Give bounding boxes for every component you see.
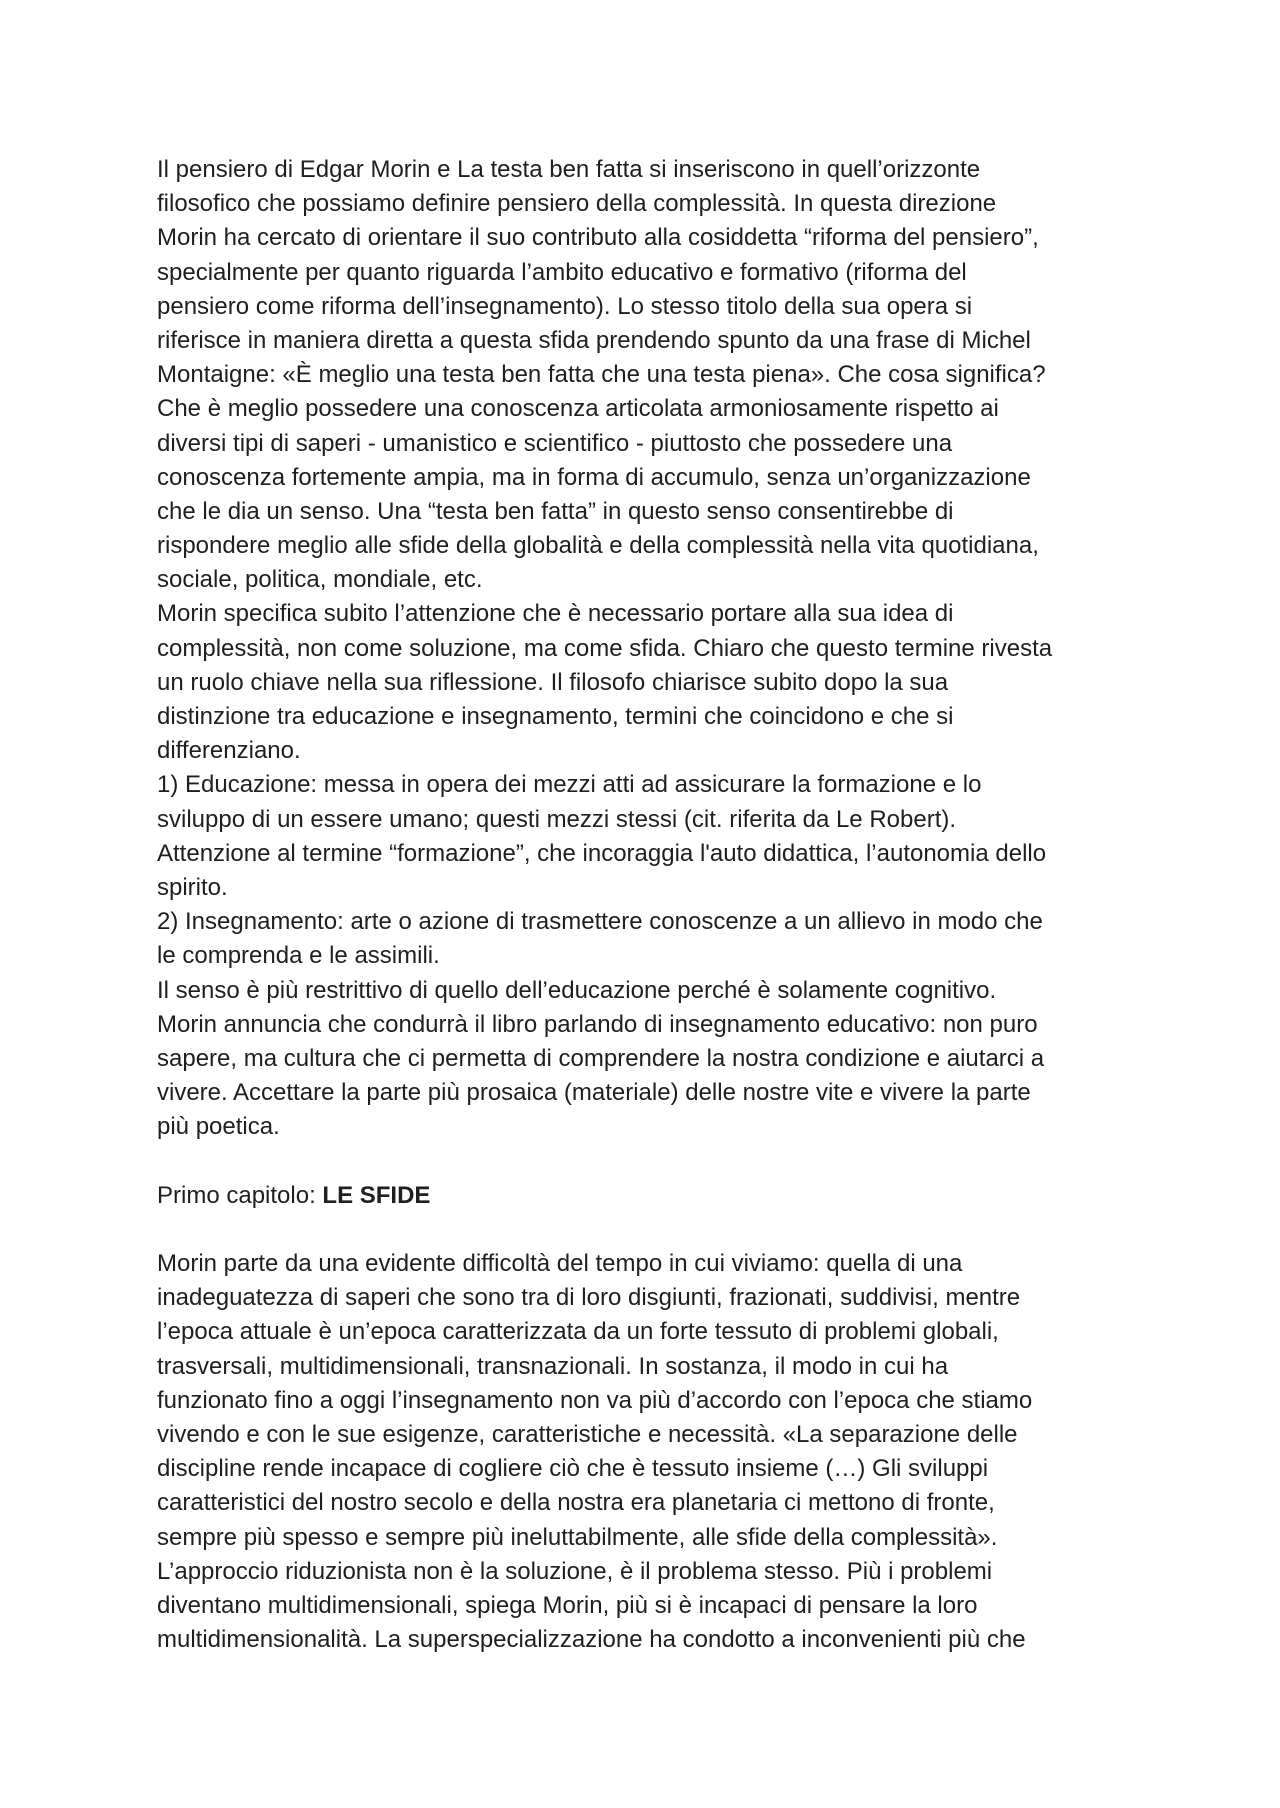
- text-line: pensiero come riforma dell’insegnamento). Lo stesso titolo della sua opera si: [157, 292, 973, 320]
- text-line: Morin specifica subito l’attenzione che è necessario portare alla sua idea di: [157, 600, 954, 628]
- text-line: conoscenza fortemente ampia, ma in forma di accumulo, senza un’organizzazione: [157, 463, 1031, 491]
- chapter-heading-prefix: Primo capitolo:: [157, 1181, 323, 1209]
- text-line: trasversali, multidimensionali, transnazionali. In sostanza, il modo in cui ha: [157, 1352, 949, 1380]
- text-line: L’approccio riduzionista non è la soluzione, è il problema stesso. Più i problemi: [157, 1557, 993, 1585]
- chapter-paragraphs: [157, 1247, 1137, 1657]
- text-line: caratteristici del nostro secolo e della nostra era planetaria ci mettono di fronte,: [157, 1489, 995, 1517]
- text-line: differenziano.: [157, 737, 301, 765]
- text-line: l’epoca attuale è un’epoca caratterizzata da un forte tessuto di problemi globali,: [157, 1318, 999, 1346]
- text-line: riferisce in maniera diretta a questa sfida prendendo spunto da una frase di Michel: [157, 326, 1031, 354]
- text-line: Morin parte da una evidente difficoltà del tempo in cui viviamo: quella di una: [157, 1250, 963, 1277]
- text-line: funzionato fino a oggi l’insegnamento non va più d’accordo con l’epoca che stiamo: [157, 1386, 1033, 1414]
- text-line: un ruolo chiave nella sua riflessione. Il filosofo chiarisce subito dopo la sua: [157, 668, 949, 696]
- text-line: spirito.: [157, 873, 228, 901]
- text-line: Montaigne: «È meglio una testa ben fatta che una testa piena». Che cosa significa?: [157, 361, 1046, 389]
- text-line: vivere. Accettare la parte più prosaica (materiale) delle nostre vite e vivere la parte: [157, 1079, 1031, 1107]
- spacer: [157, 1213, 1137, 1247]
- text-line: complessità, non come soluzione, ma come sfida. Chiaro che questo termine rivesta: [157, 634, 1053, 662]
- text-line: Morin ha cercato di orientare il suo contributo alla cosiddetta “riforma del pensiero”,: [157, 224, 1039, 252]
- text-line: più poetica.: [157, 1113, 280, 1141]
- text-line: filosofico che possiamo definire pensiero della complessità. In questa direzione: [157, 190, 997, 218]
- text-line: sociale, politica, mondiale, etc.: [157, 566, 483, 594]
- text-line: Morin annuncia che condurrà il libro parlando di insegnamento educativo: non puro: [157, 1010, 1038, 1038]
- text-line: diventano multidimensionali, spiega Morin, più si è incapaci di pensare la loro: [157, 1591, 978, 1619]
- intro-paragraphs: [157, 153, 1137, 1144]
- text-line: che le dia un senso. Una “testa ben fatta” in questo senso consentirebbe di: [157, 497, 954, 525]
- text-line: sapere, ma cultura che ci permetta di comprendere la nostra condizione e aiutarci a: [157, 1044, 1045, 1072]
- text-line: specialmente per quanto riguarda l’ambito educativo e formativo (riforma del: [157, 258, 967, 286]
- chapter-heading: [157, 1179, 1137, 1213]
- text-line: Attenzione al termine “formazione”, che incoraggia l'auto didattica, l’autonomia dello: [157, 839, 1047, 867]
- spacer: [157, 1144, 1137, 1178]
- text-line: discipline rende incapace di cogliere ciò che è tessuto insieme (…) Gli sviluppi: [157, 1455, 989, 1483]
- text-line: distinzione tra educazione e insegnamento, termini che coincidono e che si: [157, 703, 954, 730]
- text-line: sempre più spesso e sempre più ineluttabilmente, alle sfide della complessità».: [157, 1523, 998, 1551]
- text-line: 2) Insegnamento: arte o azione di trasmettere conoscenze a un allievo in modo che: [157, 908, 1043, 936]
- text-line: rispondere meglio alle sfide della globalità e della complessità nella vita quotidiana,: [157, 532, 1039, 560]
- document-page: [157, 153, 1137, 1657]
- chapter-heading-title: LE SFIDE: [322, 1181, 431, 1209]
- text-line: le comprenda e le assimili.: [157, 942, 440, 970]
- text-line: vivendo e con le sue esigenze, caratteristiche e necessità. «La separazione delle: [157, 1420, 1018, 1448]
- text-line: multidimensionalità. La superspecializzazione ha condotto a inconvenienti più che: [157, 1626, 1026, 1654]
- text-line: 1) Educazione: messa in opera dei mezzi atti ad assicurare la formazione e lo: [157, 771, 982, 799]
- text-line: Il senso è più restrittivo di quello dell’educazione perché è solamente cognitivo.: [157, 976, 997, 1004]
- text-line: diversi tipi di saperi - umanistico e scientifico - piuttosto che possedere una: [157, 429, 953, 457]
- text-line: sviluppo di un essere umano; questi mezzi stessi (cit. riferita da Le Robert).: [157, 805, 957, 833]
- text-line: Il pensiero di Edgar Morin e La testa ben fatta si inseriscono in quell’orizzonte: [157, 156, 981, 183]
- text-line: inadeguatezza di saperi che sono tra di loro disgiunti, frazionati, suddivisi, mentre: [157, 1284, 1021, 1312]
- text-line: Che è meglio possedere una conoscenza articolata armoniosamente rispetto ai: [157, 395, 999, 423]
